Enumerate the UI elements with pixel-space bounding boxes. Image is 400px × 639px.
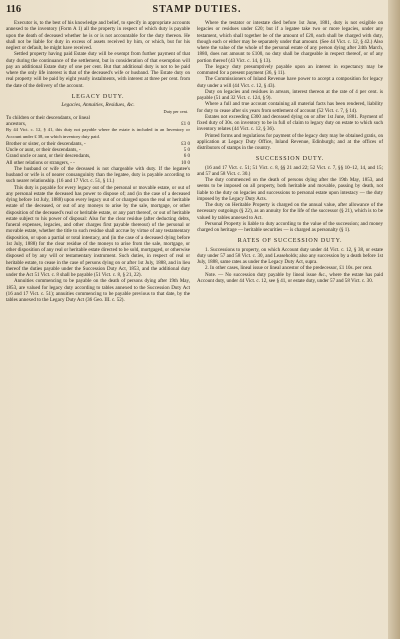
rate-value: 10 0 bbox=[181, 159, 190, 166]
section-heading: SUCCESSION DUTY. bbox=[255, 156, 325, 163]
page-edge bbox=[388, 0, 400, 639]
right-column bbox=[197, 20, 383, 284]
paragraph: Executor is, to the best of his knowledge and belief, to specify in appropriate accounts annexed to the inventory (Form A 1) all the property in respect of which duty is payable upon the death of deceased whether he is or is not accountable for the duty thereon. He shall not be liable for duty in excess of assets received by him, or which, but for his neglect or default, he might have received. bbox=[6, 20, 190, 51]
running-title: STAMP DUTIES. bbox=[152, 4, 242, 15]
paragraph: Note. — No succession duty payable by lineal issue &c., where the estate has paid Account duty, under 44 Vict. c. 12, see § 41, or estate duty, under 57 and 58 Vict. c. 30. bbox=[197, 271, 383, 284]
rate-label: Brother or sister, or their descendants, - bbox=[6, 140, 86, 147]
rate-label: Grand uncle or aunt, or their descendants, bbox=[6, 153, 91, 160]
paragraph: The duty commenced on the death of persons dying after the 19th May, 1853, and seems to be imposed on all property, both heritable and movable, passing by death, not liable to the duty on legacies and successions to personal estate upon intestacy — the duty imposed by the Legacy Duty Acts. bbox=[197, 177, 383, 202]
left-column bbox=[6, 20, 190, 303]
paragraph: Settled property having paid Estate duty will be exempt from further payment of that duty during the continuance of the settlement, but in consideration of that exemption will pay an additional Estate duty of one per cent. But that additional duty is not to be paid where the only life interest is that of the deceased's wife or husband. The Estate duty on real property will be paid by eight yearly instalments, with interest at three per cent. from the date of the delivery of the account. bbox=[6, 51, 190, 89]
rate-note: By 44 Vict. c. 12, § 41, this duty not payable where the estate is included in an Inventory or Account under £ 38, on which inventory duty paid. bbox=[6, 127, 190, 139]
paragraph: Duty on legacies and residues in arrears, interest thereon at the rate of 4 per cent. is payable (51 and 32 Vict. c. 124, § 9). bbox=[197, 88, 383, 101]
paragraph: This duty is payable for every legacy out of the personal or movable estate, or out of any personal estate the deceased has power to dispose of; and (in the case of a deceased dying before 1st July, 1888) upon every legacy out of or charged upon the real or heritable estate of the deceased, or out of any moneys to arise by the sale, mortgage, or other disposition of the deceased's real or heritable estate, or any part thereof, or out of heritable estate subject to his power of disposal: Also for the clear residue (after deducting debts, funeral expenses, legacies, and other charges first payable thereout) of the personal or movable estate, whether the title to such residue shall accrue by virtue of any testamentary disposition, or upon a partial or total intestacy, and (in the case of a deceased dying before 1st July, 1888) for the clear residue of the moneys to arise from the sale, mortgage, or other disposition of any real or heritable estate directed to be sold, mortgaged, or otherwise disposed of by any will or testamentary instrument. Such duties, in respect of real or heritable estate, to cease in the case of persons dying on or after 1st July, 1888, and in lieu thereof the duties payable under the Succession Duty Act, 1853, and the additional duty under the Act 51 Vict. c. 8 shall be payable (51 Vict. c. 8, § 21, 22). bbox=[6, 184, 190, 279]
paragraph: Where a full and true account containing all material facts has been rendered, liability for duty to cease after six years from settlement of account (52 Vict. c. 7, § 14). bbox=[197, 101, 383, 114]
rate-value: £3 0 bbox=[181, 140, 190, 147]
section-subheading: Legacies, Annuities, Residues, &c. bbox=[61, 102, 135, 108]
paragraph: Personal Property is liable to duty according to the value of the succession; and money charged on heritage — heritable securities — is charged as personalty (§ 1). bbox=[197, 220, 383, 233]
rate-value: 5 0 bbox=[183, 147, 190, 154]
duty-column-heading: Duty per cent. bbox=[163, 109, 188, 115]
rate-value: £1 0 bbox=[181, 121, 190, 128]
rate-label: Uncle or aunt, or their descendants, - bbox=[6, 147, 81, 154]
paragraph: Annuities commencing to be payable on the death of persons dying after 19th May, 1853, are valued for legacy duty according to tables annexed to the Succession Duty Act (16 and 17 Vict. c. 51); annuities commencing to be payable previous to that date, by the tables annexed to the Legacy Duty Act (36 Geo. III. c. 52). bbox=[6, 278, 190, 304]
section-heading: RATES OF SUCCESSION DUTY. bbox=[237, 238, 343, 245]
paragraph: The Commissioners of Inland Revenue have power to accept a composition for legacy duty under a will (44 Vict. c. 12, § 43). bbox=[197, 76, 383, 89]
rate-label: To children or their descendants, or lineal bbox=[6, 114, 90, 121]
statute-reference: (16 and 17 Vict. c. 51; 51 Vict. c. 8, §§ 21 and 22; 52 Vict. c. 7, §§ 10–12, 14, and 15; and 57 and 58 Vict. c. 30.) bbox=[197, 164, 383, 177]
paragraph: 1. Successions to property, on which Account duty under 44 Vict. c. 12, § 38, or estate duty under 57 and 58 Vict. c. 30, and Leaseholds; also any succession by a death before 1st July, 1888, same rates as under the Legacy Duty Act, supra. bbox=[197, 246, 383, 265]
paragraph: Where the testator or intestate died before 1st June, 1881, duty is not exigible on legacies or residues under £20; but if a legatee take two or more legacies, under any testament, which shall together be of the amount of £20, each shall be charged with duty, though each or either may be separately under that amount. (See 44 Vict. c. 12, § 42.) Also where the value of the whole of the personal estate of any person dying after 24th March, 1880, does not amount to £100, no duty shall be chargeable in respect thereof, or of any portion thereof (43 Vict. c. 14, § 13). bbox=[197, 20, 383, 64]
paragraph: The husband or wife of the deceased is not chargeable with duty. If the legatee's husband or wife is of nearer consanguinity than the legatee, duty is payable according to such nearer relationship. (16 and 17 Vict. c. 51, § 11.) bbox=[6, 165, 190, 185]
paragraph: Printed forms and regulations for payment of the legacy duty may be obtained gratis, on application at Legacy Duty Office, Inland Revenue, Edinburgh; and at the offices of distributors of stamps in the country. bbox=[197, 132, 383, 151]
paragraph: The duty on Heritable Property is charged on the annual value, after allowance of the necessary outgoings (§ 22), as an annuity for the life of the successor (§ 21), which is to be valued by tables annexed to Act. bbox=[197, 202, 383, 221]
paragraph: Estates not exceeding £300 and deceased dying on or after 1st June, 1881. Payment of fixed duty of 30s. on inventory to be in full of claim to legacy duty on estate to which such inventory relates (44 Vict. c. 12, § 36). bbox=[197, 113, 383, 133]
paragraph: 2. In other cases, lineal issue or lineal ancestor of the predecessor, £1 10s. per cent. bbox=[205, 265, 373, 272]
rate-label: All other relations or strangers, - - bbox=[6, 159, 75, 166]
page-number: 116 bbox=[6, 4, 22, 15]
paragraph: The legacy duty presumptively payable upon an interest in expectancy may be commuted for a present payment (36, § 11). bbox=[197, 63, 383, 76]
rate-label: ancestors, bbox=[6, 121, 27, 128]
section-heading: LEGACY DUTY. bbox=[71, 93, 125, 100]
page-header bbox=[6, 4, 388, 16]
rate-value: 6 0 bbox=[183, 153, 190, 160]
